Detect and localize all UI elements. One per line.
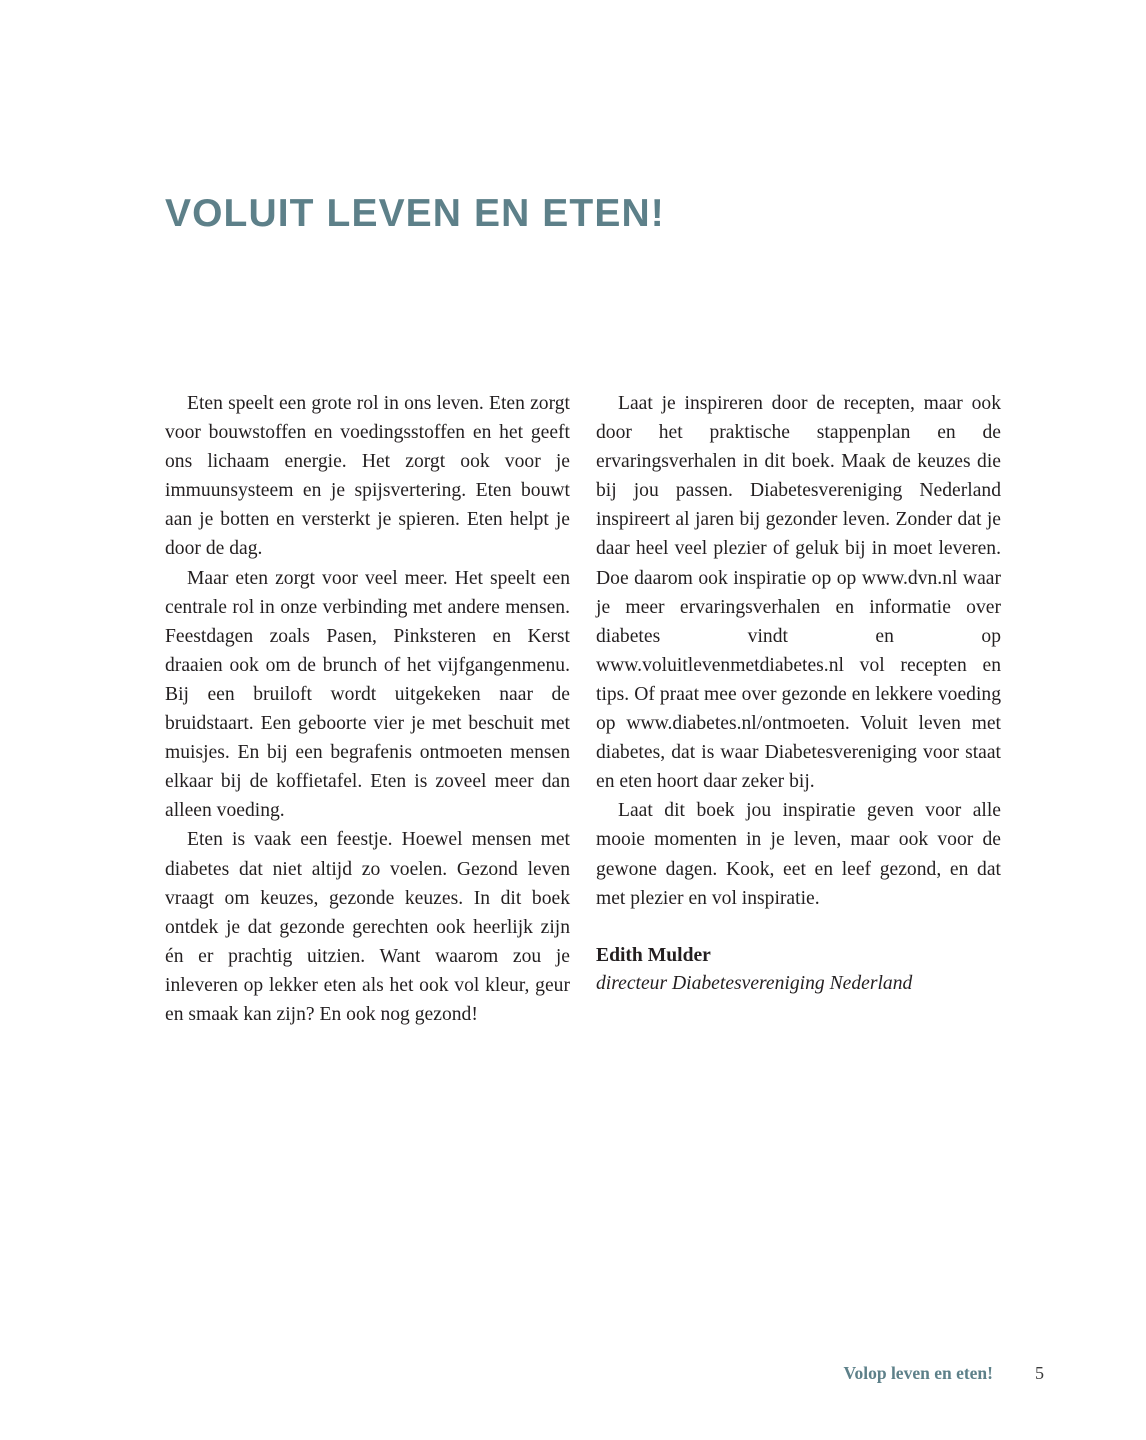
paragraph: Eten is vaak een feestje. Hoewel mensen met diabetes dat niet altijd zo voelen. Gezond leven vraagt om keuzes, gezonde keuzes. In dit boek ontdek je dat gezonde gerechten ook heerlijk zijn én er prachtig uitzien. Want waarom zou je inleveren op lekker eten als het ook vol kleur, geur en smaak kan zijn? En ook nog gezond! bbox=[165, 829, 570, 1025]
signature-role: directeur Diabetesvereniging Nederland bbox=[596, 972, 913, 994]
left-column bbox=[165, 389, 570, 1029]
paragraph: Eten speelt een grote rol in ons leven. Eten zorgt voor bouwstoffen en voedingsstoffen en het geeft ons lichaam energie. Het zorgt ook voor je immuunsysteem en je spijsvertering. Eten bouwt aan je botten en versterkt je spieren. Eten helpt je door de dag. bbox=[165, 393, 570, 560]
footer-page-number: 5 bbox=[1035, 1363, 1044, 1383]
signature-name: Edith Mulder bbox=[596, 944, 711, 966]
paragraph: Laat dit boek jou inspiratie geven voor alle mooie momenten in je leven, maar ook voor de gewone dagen. Kook, eet en leef gezond, en dat met plezier en vol inspiratie. bbox=[596, 800, 1001, 909]
footer-running-title: Volop leven en eten! bbox=[843, 1363, 993, 1383]
paragraph: Laat je inspireren door de recepten, maar ook door het praktische stappenplan en de ervaringsverhalen in dit boek. Maak de keuzes die bij jou passen. Diabetesvereniging Nederland inspireert al jaren bij gezonder leven. Zonder dat je daar heel veel plezier of geluk bij in moet leveren. Doe daarom ook inspiratie op op www.dvn.nl waar je meer ervaringsverhalen en informatie over diabetes vindt en op www.voluitlevenmetdiabetes.nl vol recepten en tips. Of praat mee over gezonde en lekkere voeding op www.diabetes.nl/ontmoeten. Voluit leven met diabetes, dat is waar Diabetesvereniging voor staat en eten hoort daar zeker bij. bbox=[596, 393, 1001, 793]
right-column bbox=[596, 389, 1001, 1029]
paragraph: Maar eten zorgt voor veel meer. Het speelt een centrale rol in onze verbinding met andere mensen. Feestdagen zoals Pasen, Pinksteren en Kerst draaien ook om de brunch of het vijfgangenmenu. Bij een bruiloft wordt uitgekeken naar de bruidstaart. Een geboorte vier je met beschuit met muisjes. En bij een begrafenis ontmoeten mensen elkaar bij de koffietafel. Eten is zoveel meer dan alleen voeding. bbox=[165, 567, 570, 822]
page-footer bbox=[0, 1363, 1146, 1393]
signature-block bbox=[596, 942, 1001, 998]
page-title: VOLUIT LEVEN EN ETEN! bbox=[165, 192, 665, 236]
body-columns bbox=[165, 389, 1001, 1029]
